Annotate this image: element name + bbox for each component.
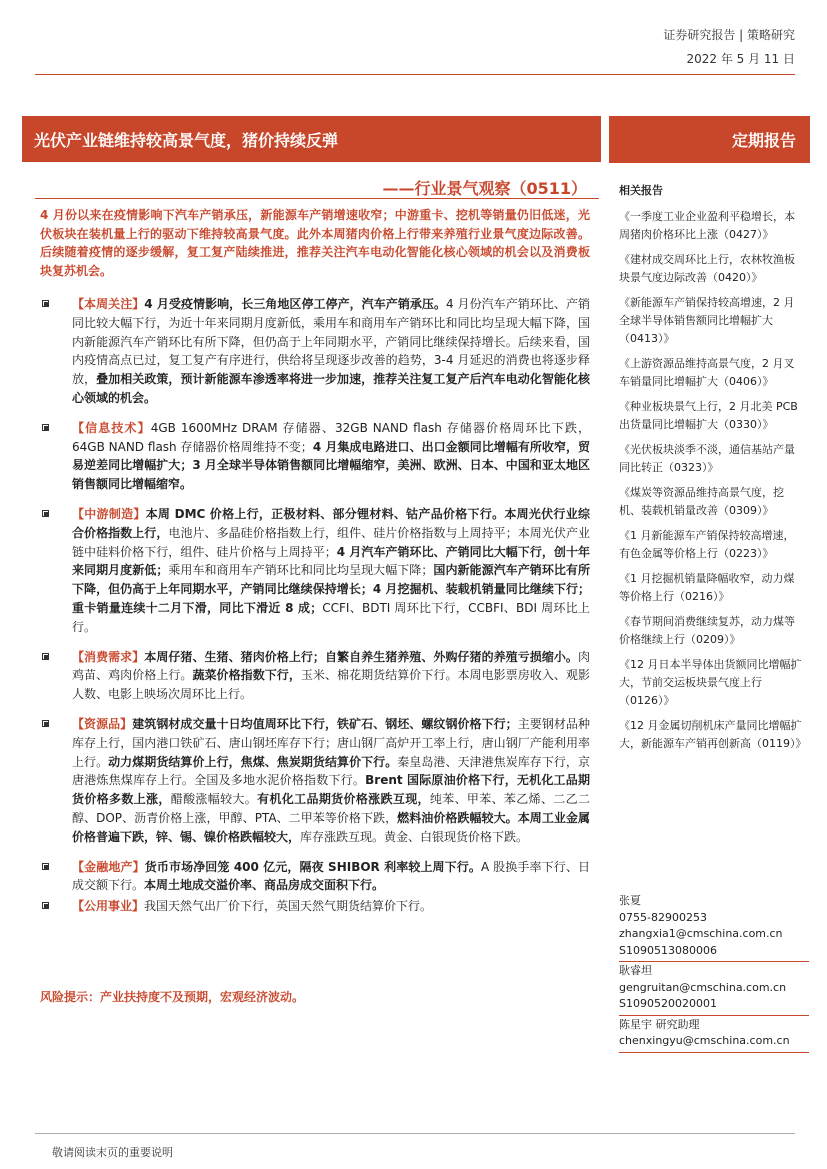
risk-warning: 风险提示：产业扶持度不及预期，宏观经济波动。 [40,990,305,1004]
bold-text: 货币市场净回笼 400 亿元，隔夜 SHIBOR 利率较上周下行。 [144,859,482,874]
contact-divider [619,1015,809,1016]
bullet-consumer-demand [38,648,590,704]
related-report-link[interactable]: 《12 月金属切削机床产量同比增幅扩大，新能源车产销再创新高（0119）》 [619,719,807,750]
report-subtitle: ——行业景气观察（0511） [382,179,587,198]
bullet-square-icon [42,424,49,431]
related-report-link[interactable]: 《上游资源品维持高景气度，2 月叉车销量同比增幅扩大（0406）》 [619,357,795,388]
bold-text: 4 月集成电路进口、出口金额同比增幅有所收窄，贸易逆差同比增幅扩大；3 月全球半导体销售额同比增幅缩窄，美洲、欧洲、日本、中国和亚太地区销售额同比增幅缩窄。 [72,439,590,492]
analyst-email[interactable]: chenxingyu@cmschina.com.cn [619,1034,790,1047]
subtitle-divider [35,198,599,199]
report-type: 定期报告 [731,130,796,150]
report-category: 证券研究报告 | 策略研究 [663,28,795,42]
footer-disclaimer: 敬请阅读末页的重要说明 [52,1146,173,1159]
body-text: 乘用车和商用车产销环比和同比均呈现大幅下降； [168,563,434,578]
related-report-link[interactable]: 《建材成交周环比上行，农林牧渔板块景气度边际改善（0420）》 [619,253,795,284]
related-report-link[interactable]: 《春节期间消费继续复苏，动力煤等价格继续上行（0209）》 [619,615,795,646]
body-text: 电池片、多晶硅价格指数上行，组件、硅片价格指数与上周持平；本周光伏产业链中硅料价格下行，组件、硅片价格与上周持平； [72,525,590,559]
bullet-label: 【本周关注】 [72,297,145,311]
related-reports-heading: 相关报告 [619,184,663,197]
analyst-email[interactable]: zhangxia1@cmschina.com.cn [619,927,783,940]
bullet-label: 【资源品】 [72,716,133,731]
related-reports-list [619,208,807,760]
footer-divider [35,1133,795,1134]
bullet-label: 【信息技术】 [72,420,151,435]
bold-text: 动力煤期货结算价上行，焦煤、焦炭期货结算价下行。 [108,754,398,769]
report-title: 光伏产业链维持较高景气度，猪价持续反弹 [34,130,339,150]
header-divider [35,74,795,75]
bold-text: Brent 国际原油价格下行，无机化工品期货价格多数上涨， [72,773,590,807]
body-text: 秦皇岛港、天津港焦炭库存下行，京唐港炼焦煤库存上行。全国及多地水泥价格指数下行。 [72,754,590,788]
bullet-label: 【金融地产】 [72,859,145,874]
analyst-cert: S1090513080006 [619,943,717,957]
bullet-label: 【消费需求】 [72,649,145,664]
body-text: 醋酸涨幅较大。 [170,792,258,807]
bullet-square-icon [42,510,49,517]
analyst-name: 陈星宇 研究助理 [619,1017,700,1031]
body-text: CCFI、BDTI 周环比下行，CCBFI、BDI 周环比上行。 [72,600,590,634]
bullet-weekly-focus [38,295,590,408]
bold-text: 燃料油价格跌幅较大。本周工业金属价格普遍下跌，锌、锡、镍价格跌幅较大， [72,810,590,844]
body-text: 玉米、棉花期货结算价下行。本周电影票房收入、观影人数、电影上映场次周环比上行。 [72,668,590,702]
bold-text: 本周仔猪、生猪、猪肉价格上行；自繁自养生猪养殖、外购仔猪的养殖亏损缩小。 [144,649,578,664]
sidebar-divider [609,162,810,163]
body-text: A 股换手率下行、日成交额下行。 [72,859,590,893]
body-text: 纯苯、甲苯、苯乙烯、二乙二醇、DOP、沥青价格上涨，甲醇、PTA、二甲苯等价格下跌， [72,792,590,825]
bold-text: 蔬菜价格指数下行， [192,668,301,683]
related-report-link[interactable]: 《光伏板块淡季不淡，通信基站产量同比转正（0323）》 [619,443,795,474]
body-text: 我国天然气出厂价下行，英国天然气期货结算价下行。 [144,899,433,914]
related-report-link[interactable]: 《12 月日本半导体出货额同比增幅扩大，节前交运板块景气度上行（0126）》 [619,658,802,707]
bold-text: 4 月汽车产销环比、产销同比大幅下行，创十年来同期月度新低； [72,544,590,578]
bold-text: 国内新能源汽车产销环比有所下降，但仍高于上年同期水平，产销同比继续保持增长；4 月挖掘机、装载机销量同比继续下行；重卡销量连续十二月下滑，同比下滑近 8 成； [72,563,590,615]
report-type-bar [609,116,810,162]
summary-paragraph: 4 月份以来在疫情影响下汽车产销承压，新能源车产销增速收窄；中游重卡、挖机等销量仍旧低迷，光伏板块在装机量上行的驱动下维持较高景气度。此外本周猪肉价格上行带来养殖行业景气度边际改善。后续随着疫情的逐步缓解，复工复产陆续推进，推荐关注汽车电动化智能化核心领域的机会以及消费板块复苏机会。 [40,208,590,278]
bullet-label: 【公用事业】 [72,899,145,914]
analyst-name: 耿睿坦 [619,964,652,977]
contact-divider [619,1052,809,1053]
analyst-phone: 0755-82900253 [619,910,707,924]
body-text: 主要钢材品种库存上行，国内港口铁矿石、唐山钢坯库存下行；唐山钢厂高炉开工率上行，唐山钢厂产能利用率上行。 [72,716,590,769]
related-report-link[interactable]: 《种业板块景气上行，2 月北美 PCB 出货量同比增幅扩大（0330）》 [619,400,798,431]
bullet-square-icon [42,300,49,307]
bold-text: 建筑钢材成交量十日均值周环比下行，铁矿石、钢坯、螺纹钢价格下行； [132,716,518,731]
bullet-label: 【中游制造】 [72,506,146,521]
bullet-square-icon [42,902,49,909]
body-text: 肉鸡苗、鸡肉价格上行。 [72,649,590,683]
body-text: 4GB 1600MHz DRAM 存储器、32GB NAND flash 存储器价格周环比下跌，64GB NAND flash 存储器价格周维持不变； [72,420,590,454]
bullet-midstream-manufacturing [38,505,590,637]
bold-text: 有机化工品期货价格涨跌互现， [257,792,430,807]
bullet-utilities [38,897,590,916]
related-report-link[interactable]: 《1 月挖掘机销量降幅收窄，动力煤等价格上行（0216）》 [619,572,795,603]
bold-text: 本周 DMC 价格上行，正极材料、部分锂材料、钴产品价格下行。本周光伏行业综合价格指数上行， [72,506,590,540]
contact-divider [619,961,809,962]
bold-text: 叠加相关政策，预计新能源车渗透率将进一步加速，推荐关注复工复产后汽车电动化智能化核心领域的机会。 [72,372,590,405]
bold-text: 本周土地成交溢价率、商品房成交面积下行。 [144,878,385,893]
body-text: 库存涨跌互现。黄金、白银现货价格下跌。 [300,829,529,844]
analyst-email[interactable]: gengruitan@cmschina.com.cn [619,980,787,994]
bullet-list [38,295,590,927]
related-report-link[interactable]: 《一季度工业企业盈利平稳增长，本周猪肉价格环比上涨（0427）》 [619,210,795,241]
analyst-contacts [619,893,809,1054]
bullet-finance-realestate [38,858,590,896]
bullet-resources [38,715,590,847]
bullet-information-tech [38,419,590,494]
bullet-square-icon [42,720,49,727]
bullet-square-icon [42,653,49,660]
report-date: 2022 年 5 月 11 日 [686,52,795,66]
related-report-link[interactable]: 《煤炭等资源品维持高景气度，挖机、装载机销量改善（0309）》 [619,486,784,517]
body-text: 4 月份汽车产销环比、产销同比较大幅下行，为近十年来同期月度新低，乘用车和商用车产销环比和同比均呈现大幅下降，国内新能源汽车产销环比有所下降，但仍高于上年同期水平，产销同比继续保持增长。后续来看，国内疫情高点已过，复工复产有序进行，供给将呈现逐步改善的趋势，3-4 月延迟的消费也将逐步释放， [72,297,591,387]
report-title-bar [22,116,601,162]
analyst-cert: S1090520020001 [619,997,717,1010]
bold-text: 4 月受疫情影响，长三角地区停工停产，汽车产销承压。 [144,297,447,311]
analyst-name: 张夏 [619,894,641,907]
related-report-link[interactable]: 《1 月新能源车产销保持较高增速，有色金属等价格上行（0223）》 [619,529,795,560]
related-report-link[interactable]: 《新能源车产销保持较高增速，2 月全球半导体销售额同比增幅扩大（0413）》 [619,296,795,345]
bullet-square-icon [42,863,49,870]
